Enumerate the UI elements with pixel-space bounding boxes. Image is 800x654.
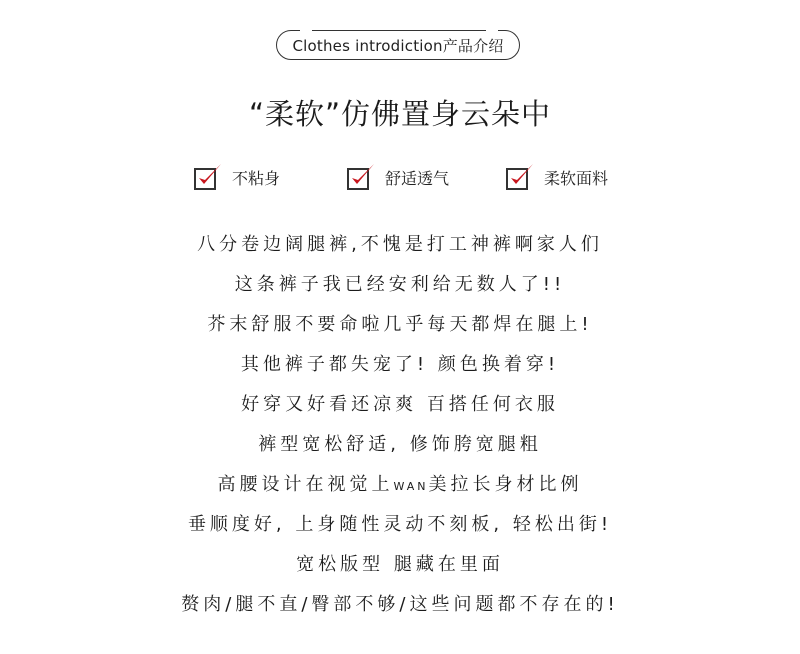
copy-line-text: 美拉长身材比例	[428, 474, 583, 495]
feature-label: 不粘身	[232, 168, 281, 188]
copy-line: 芥末舒服不要命啦几乎每天都焊在腿上!	[207, 314, 593, 335]
section-badge	[276, 30, 520, 60]
feature-item	[192, 160, 280, 194]
checkmark-box-icon	[345, 161, 377, 193]
headline: “柔软”仿佛置身云朵中	[248, 97, 552, 131]
product-copy	[0, 225, 800, 625]
copy-line: 这条裤子我已经安利给无数人了!!	[234, 274, 566, 295]
checkmark-box-icon	[192, 161, 224, 193]
copy-line: 八分卷边阔腿裤,不愧是打工神裤啊家人们	[197, 234, 603, 255]
badge-notch-left	[300, 25, 312, 35]
feature-label: 柔软面料	[544, 168, 609, 188]
copy-line: 赘肉/腿不直/臀部不够/这些问题都不存在的!	[181, 594, 619, 615]
copy-line-text: 高腰设计在视觉上	[217, 474, 394, 495]
copy-line: 垂顺度好, 上身随性灵动不刻板, 轻松出街!	[187, 514, 613, 535]
feature-item	[504, 160, 608, 194]
copy-line: 好穿又好看还凉爽 百搭任何衣服	[241, 394, 559, 415]
copy-line-small-text: WAN	[393, 480, 429, 493]
checkmark-box-icon	[504, 161, 536, 193]
copy-line: 其他裤子都失宠了! 颜色换着穿!	[240, 354, 560, 375]
feature-item	[345, 160, 449, 194]
feature-label: 舒适透气	[385, 168, 450, 188]
badge-notch-right	[486, 25, 498, 35]
section-badge-label: Clothes introdiction产品介绍	[292, 36, 504, 55]
copy-line: 裤型宽松舒适, 修饰胯宽腿粗	[258, 434, 542, 455]
copy-line	[0, 465, 800, 505]
copy-line: 宽松版型 腿藏在里面	[296, 554, 504, 575]
